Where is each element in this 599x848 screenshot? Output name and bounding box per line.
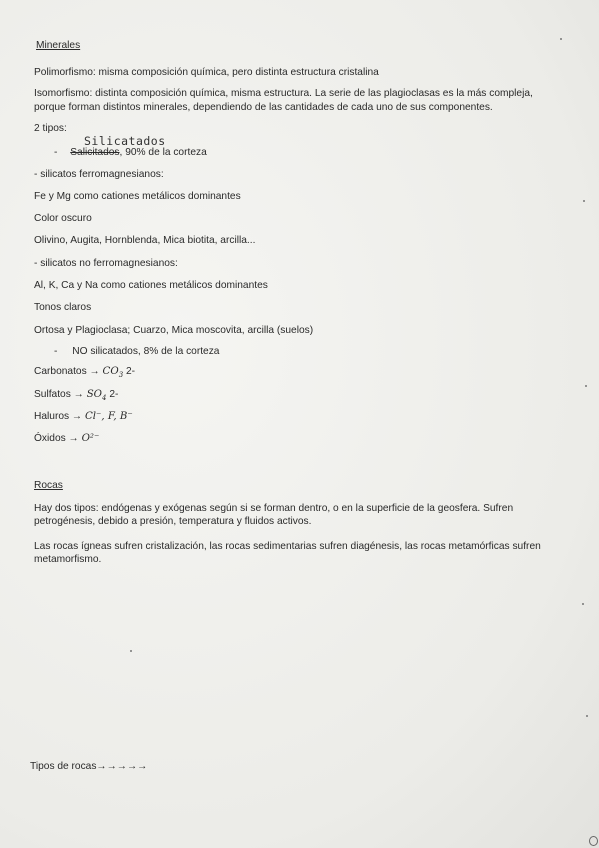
bullet: - — [54, 147, 58, 158]
noferro-title: - silicatos no ferromagnesianos: — [34, 258, 178, 269]
scan-speck — [583, 200, 585, 202]
sulfatos-charge: 2- — [106, 389, 119, 400]
haluros-line — [34, 411, 133, 423]
ferro-color: Color oscuro — [34, 213, 92, 224]
oxidos-formula: O²⁻ — [81, 433, 100, 444]
silicatados-rest: , 90% de la corteza — [119, 147, 207, 158]
sulfatos-formula: SO — [86, 389, 103, 400]
oxidos-line — [34, 433, 99, 445]
rocas-p2-line-2: metamorfismo. — [34, 554, 102, 565]
isomorfismo-line-2: porque forman distintos minerales, dependiendo de las cantidades de cada uno de sus componentes. — [34, 102, 493, 113]
scan-speck — [560, 38, 562, 40]
tipos-de-rocas: Tipos de rocas→→→→→ — [30, 761, 148, 772]
rocas-heading: Rocas — [34, 480, 63, 491]
ferro-cations: Fe y Mg como cationes metálicos dominantes — [34, 191, 241, 202]
silicatados-line — [54, 147, 207, 159]
polimorfismo-text: Polimorfismo: misma composición química, pero distinta estructura cristalina — [34, 67, 379, 78]
carbonatos-line — [34, 366, 135, 381]
rocas-p1-line-1: Hay dos tipos: endógenas y exógenas según si se forman dentro, o en la superficie de la geosfera. Sufren — [34, 503, 514, 514]
silicatados-struck: Salicitados — [70, 147, 120, 158]
sulfatos-subscript: 4 — [102, 394, 107, 403]
tipos-text: 2 tipos: — [34, 123, 67, 134]
scan-speck — [586, 715, 588, 717]
page-corner-mark — [589, 836, 598, 846]
carbonatos-label: Carbonatos → — [34, 366, 100, 377]
scan-speck — [130, 650, 132, 652]
noferro-cations: Al, K, Ca y Na como cationes metálicos dominantes — [34, 280, 268, 291]
carbonatos-subscript: 3 — [118, 371, 124, 380]
rocas-p2-line-1: Las rocas ígneas sufren cristalización, las rocas sedimentarias sufren diagénesis, las rocas metamórficas sufren — [34, 541, 541, 552]
rocas-p1-line-2: petrogénesis, debido a presión, temperatura y fluidos activos. — [34, 516, 312, 527]
oxidos-label: Óxidos → — [34, 433, 79, 444]
no-silicatados-line — [54, 346, 219, 358]
bullet: - — [54, 346, 58, 357]
sulfatos-label: Sulfatos → — [34, 389, 84, 400]
scan-speck — [582, 603, 584, 605]
scan-speck — [585, 385, 587, 387]
minerales-heading: Minerales — [36, 40, 81, 51]
ferro-title: - silicatos ferromagnesianos: — [34, 169, 164, 180]
ferro-examples: Olivino, Augita, Hornblenda, Mica biotita, arcilla... — [34, 235, 256, 246]
haluros-label: Haluros → — [34, 411, 83, 422]
no-silicatados-text: NO silicatados, 8% de la corteza — [72, 346, 220, 357]
noferro-examples: Ortosa y Plagioclasa; Cuarzo, Mica moscovita, arcilla (suelos) — [34, 325, 314, 336]
carbonatos-charge: 2- — [123, 366, 136, 377]
haluros-formula: Cl⁻, F, B⁻ — [84, 411, 133, 422]
isomorfismo-line-1: Isomorfismo: distinta composición química, misma estructura. La serie de las plagioclasas es la más compleja, — [34, 88, 533, 99]
noferro-color: Tonos claros — [34, 302, 92, 313]
sulfatos-line — [34, 389, 118, 404]
silicatados-handwritten: Silicatados — [84, 134, 166, 148]
carbonatos-formula: CO — [102, 366, 119, 377]
